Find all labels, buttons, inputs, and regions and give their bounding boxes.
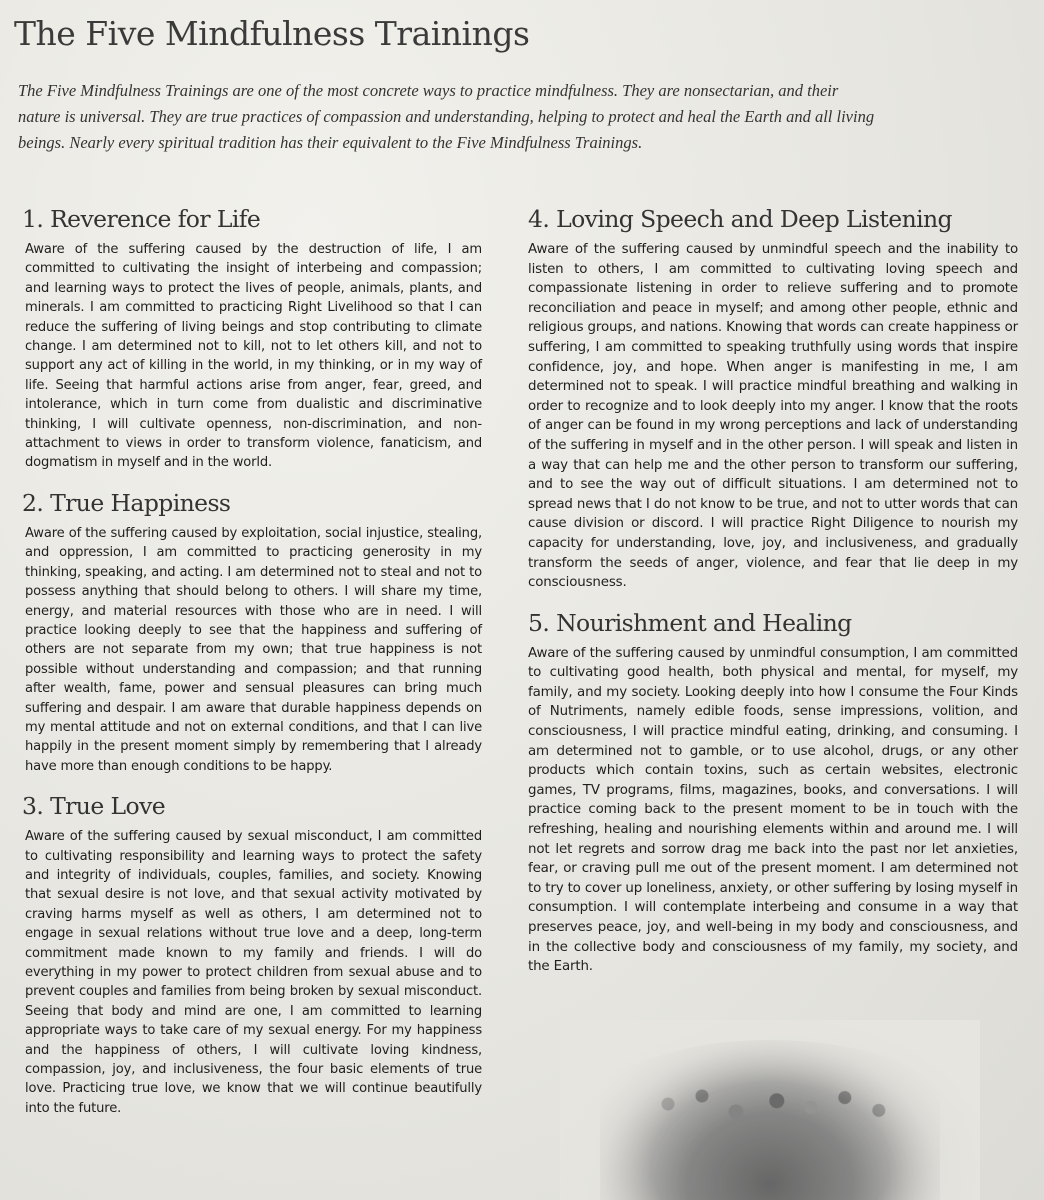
section-body: Aware of the suffering caused by unmindful consumption, I am committed to cultivating good health, both physical and mental, for myself, my family, and my society. Looking deeply into how I consume the Four Kinds of Nutriments, namely edible foods, sense impressions, volition, and consciousness, I will practice mindful eating, drinking, and consuming. I am determined not to gamble, or to use alcohol, drugs, or any other products which contain toxins, such as certain websites, electronic games, TV programs, films, magazines, books, and conversations. I will practice coming back to the present moment to be in touch with the refreshing, healing and nourishing elements within and around me. I will not let regrets and sorrow drag me back into the past nor let anxieties, fear, or craving pull me out of the present moment. I am determined not to try to cover up loneliness, anxiety, or other suffering by losing myself in consumption. I will contemplate interbeing and consume in a way that preserves peace, joy, and well-being in my body and consciousness, and in the collective body and consciousness of my family, my society, and the Earth. xyxy=(528,645,1018,975)
training-section xyxy=(22,792,482,1118)
training-section xyxy=(22,205,482,473)
training-section xyxy=(528,609,1018,977)
photo-vignette xyxy=(560,1020,980,1200)
section-title: 1. Reverence for Life xyxy=(22,205,261,233)
section-title: 4. Loving Speech and Deep Listening xyxy=(528,205,952,233)
section-title: 2. True Happiness xyxy=(22,488,231,517)
training-section xyxy=(528,205,1018,593)
section-title: 5. Nourishment and Healing xyxy=(528,608,852,637)
intro-paragraph: The Five Mindfulness Trainings are one of the most concrete ways to practice mindfulness. They are nonsectarian, and their nature is universal. They are true practices of compassion and understanding, helping to protect and heal the Earth and all living beings. Nearly every spiritual tradition has their equivalent to the Five Mindfulness Trainings. xyxy=(18,81,875,152)
section-body: Aware of the suffering caused by unmindful speech and the inability to listen to others, I am committed to cultivating loving speech and compassionate listening in order to relieve suffering and to promote reconciliation and peace in myself; and among other people, ethnic and religious groups, and nations. Knowing that words can create happiness or suffering, I am committed to speaking truthfully using words that inspire confidence, joy, and hope. When anger is manifesting in me, I am determined not to speak. I will practice mindful breathing and walking in order to recognize and to look deeply into my anger. I know that the roots of anger can be found in my wrong perceptions and lack of understanding of the suffering in myself and in the other person. I will speak and listen in a way that can help me and the other person to transform our suffering, and to see the way out of difficult situations. I am determined not to spread news that I do not know to be true, and not to utter words that can cause division or discord. I will practice Right Diligence to nourish my capacity for understanding, love, joy, and inclusiveness, and gradually transform the seeds of anger, violence, and fear that lie deep in my consciousness. xyxy=(528,242,1018,591)
section-body: Aware of the suffering caused by sexual misconduct, I am committed to cultivating responsibility and learning ways to protect the safety and integrity of individuals, couples, families, and society. Knowing that sexual desire is not love, and that sexual activity motivated by craving harms myself as well as others, I am determined not to engage in sexual relations without true love and a deep, long-term commitment made known to my family and friends. I will do everything in my power to protect children from sexual abuse and to prevent couples and families from being broken by sexual misconduct. Seeing that body and mind are one, I am committed to learning appropriate ways to take care of my sexual energy. For my happiness and the happiness of others, I will cultivate loving kindness, compassion, joy, and inclusiveness, the four basic elements of true love. Practicing true love, we know that we will continue beautifully into the future. xyxy=(25,829,482,1116)
section-body: Aware of the suffering caused by exploitation, social injustice, stealing, and oppression, I am committed to practicing generosity in my thinking, speaking, and acting. I am determined not to steal and not to possess anything that should belong to others. I will share my time, energy, and material resources with those who are in need. I will practice looking deeply to see that the happiness and suffering of others are not separate from my own; that true happiness is not possible without understanding and compassion; and that running after wealth, fame, power and sensual pleasures can bring much suffering and despair. I am aware that durable happiness depends on my mental attitude and not on external conditions, and that I can live happily in the present moment simply by remembering that I already have more than enough conditions to be happy. xyxy=(25,525,482,774)
left-column xyxy=(22,205,482,1134)
page-title: The Five Mindfulness Trainings xyxy=(14,14,530,53)
section-body: Aware of the suffering caused by the destruction of life, I am committed to cultivating the insight of interbeing and compassion; and learning ways to protect the lives of people, animals, plants, and minerals. I am committed to practicing Right Livelihood so that I can reduce the suffering of living beings and stop contributing to climate change. I am determined not to kill, not to let others kill, and not to support any act of killing in the world, in my thinking, or in my way of life. Seeing that harmful actions arise from anger, fear, greed, and intolerance, which in turn come from dualistic and discriminative thinking, I will cultivate openness, non-discrimination, and non-attachment to views in order to transform violence, fanaticism, and dogmatism in myself and in the world. xyxy=(25,242,482,471)
section-title: 3. True Love xyxy=(22,792,166,821)
training-section xyxy=(22,489,482,776)
right-column xyxy=(528,205,1018,993)
